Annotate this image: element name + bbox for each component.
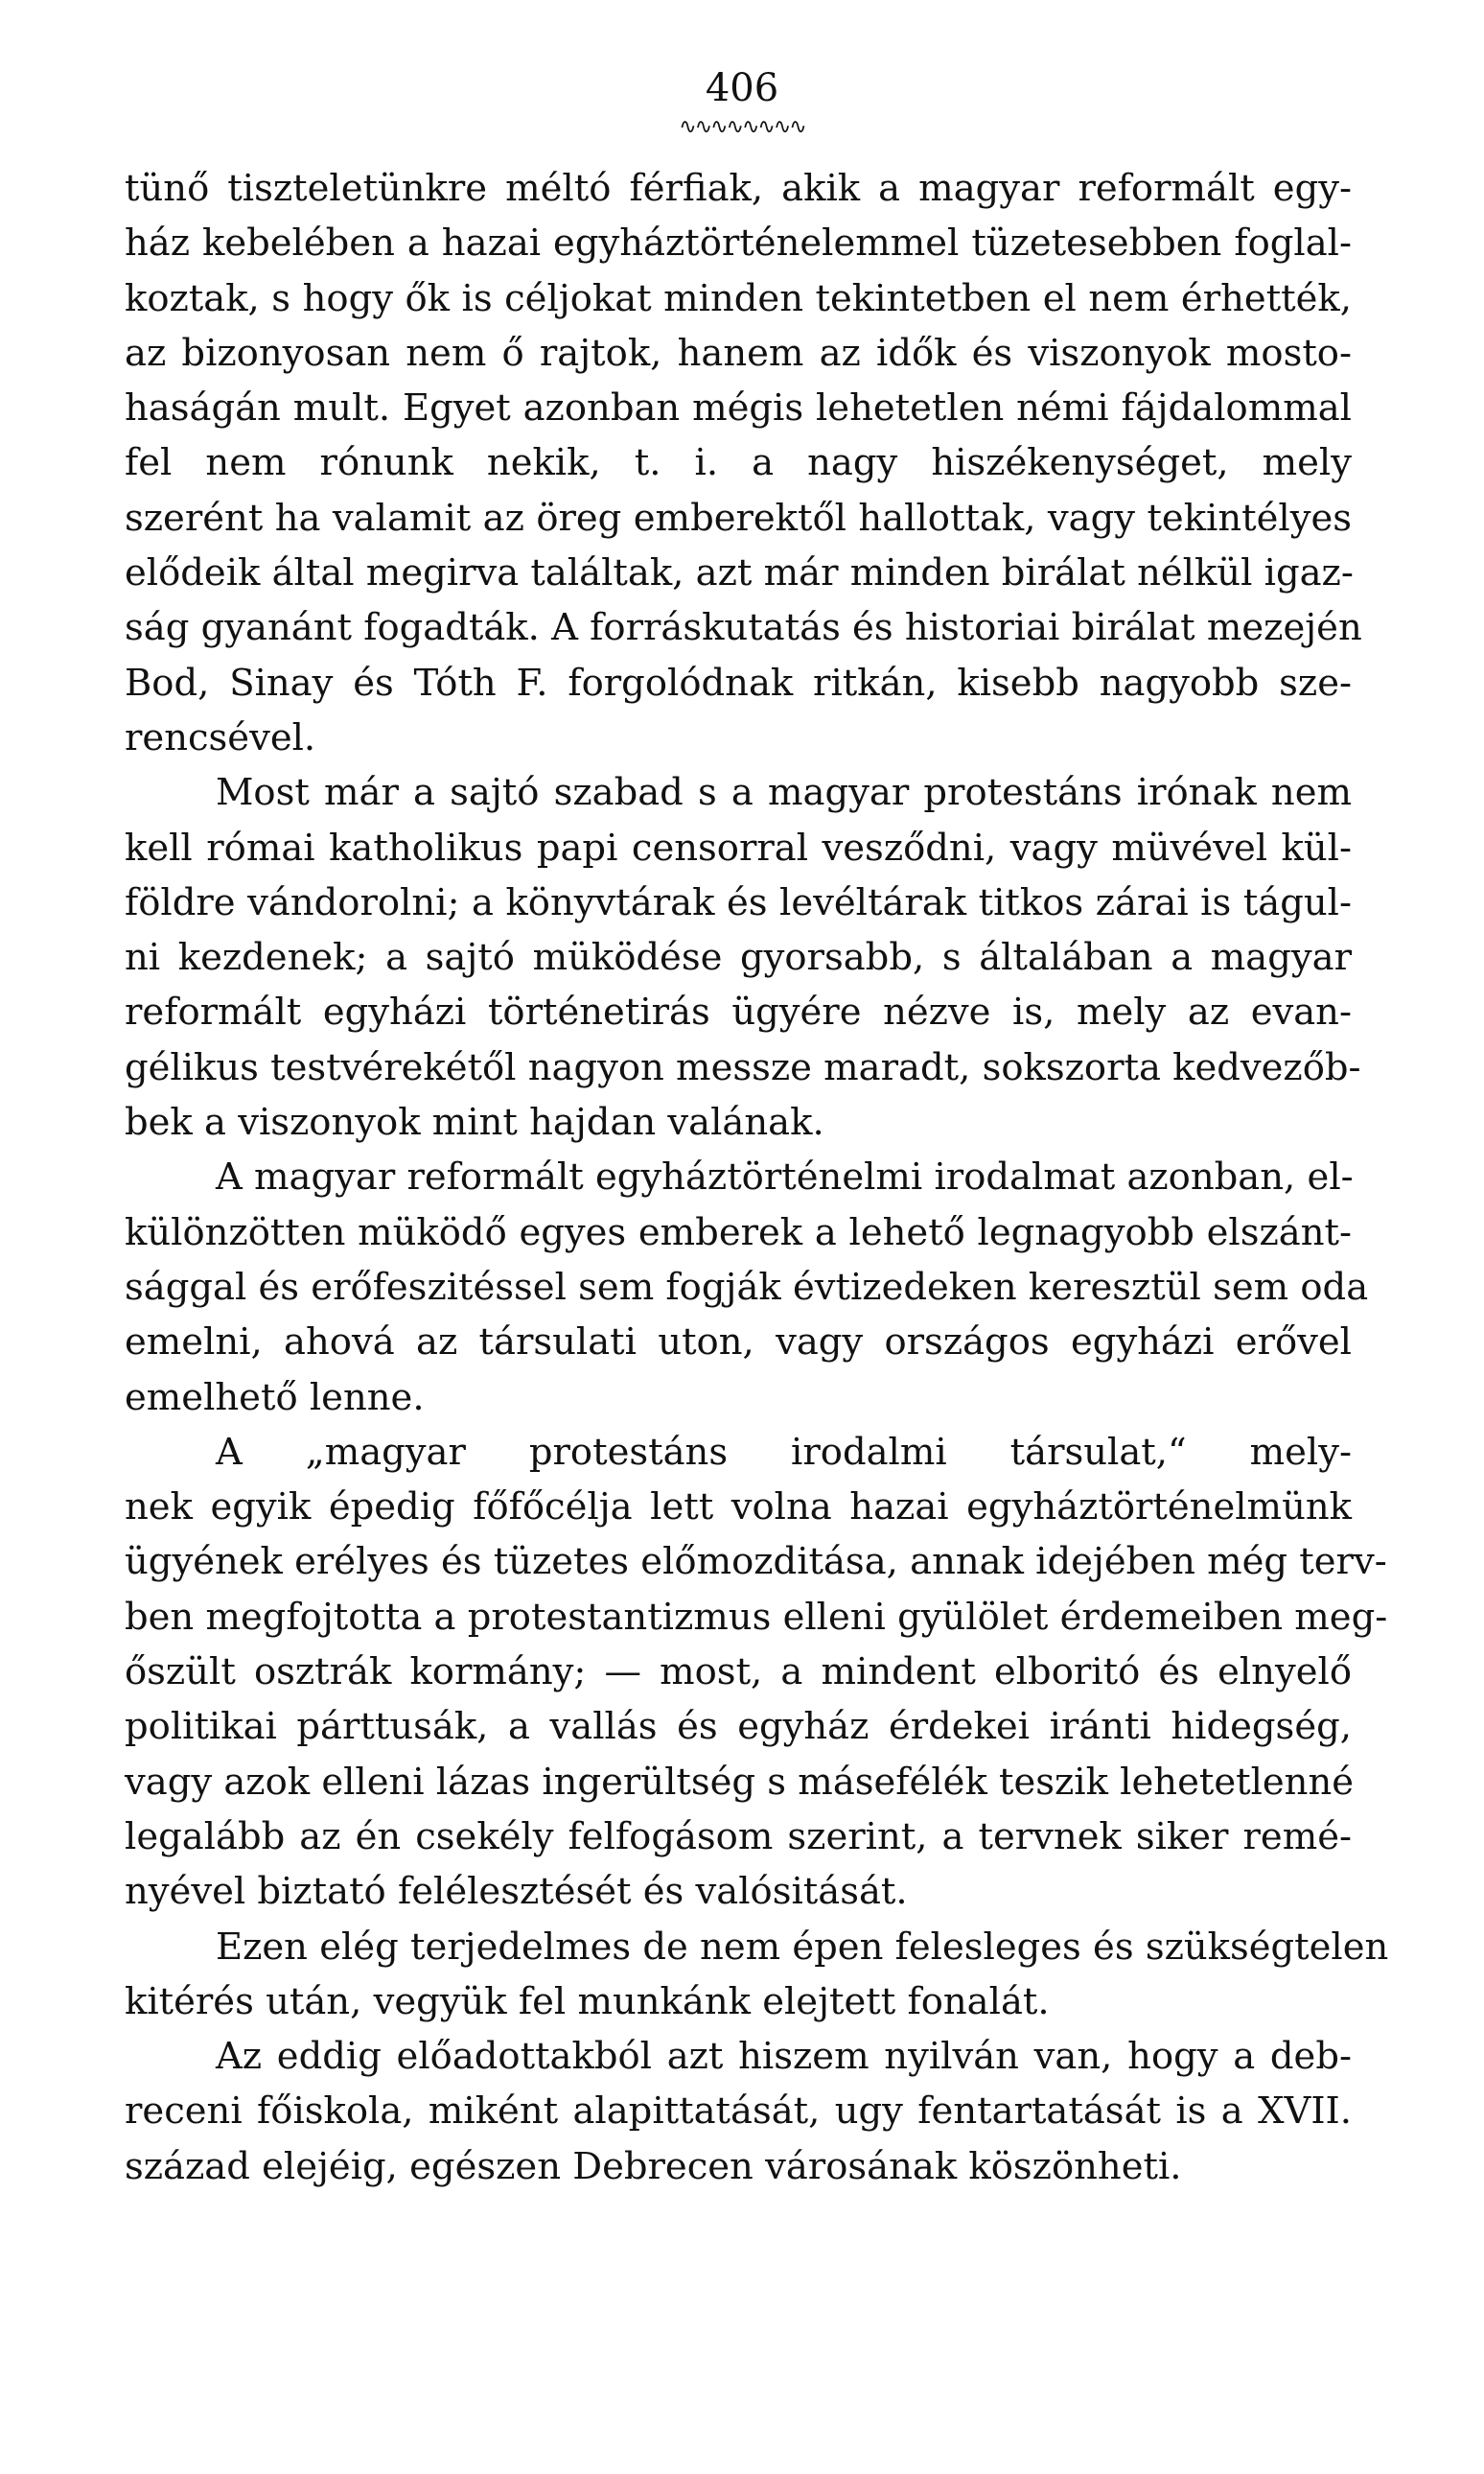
text-line: receni főiskola, miként alapittatását, ugy fentartatását is a XVII. <box>125 2089 1352 2134</box>
text-line: nek egyik épedig főfőcélja lett volna hazai egyháztörténelmünk <box>125 1485 1352 1529</box>
text-line: bek a viszonyok mint hajdan valának. <box>125 1101 824 1145</box>
text-line: az bizonyosan nem ő rajtok, hanem az idők és viszonyok mosto- <box>125 331 1352 375</box>
text-line: A „magyar protestáns irodalmi társulat,“ mely- <box>216 1430 1352 1474</box>
paragraph <box>125 1920 1389 2030</box>
text-line: különzötten müködő egyes emberek a lehető legnagyobb elszánt- <box>125 1210 1352 1254</box>
page-number-ornament: ∿∿∿∿∿∿∿∿ <box>679 115 805 139</box>
text-line: rencsével. <box>125 715 316 759</box>
text-line: elődeik által megirva találtak, azt már minden birálat nélkül igaz- <box>125 551 1354 595</box>
text-line: koztak, s hogy ők is céljokat minden tekintetben el nem érhették, <box>125 276 1352 320</box>
text-line: politikai párttusák, a vallás és egyház érdekei iránti hidegség, <box>125 1705 1352 1749</box>
text-line: Most már a sajtó szabad s a magyar protestáns irónak nem <box>216 771 1352 815</box>
text-line: vagy azok elleni lázas ingerültség s másefélék teszik lehetetlenné <box>125 1760 1355 1804</box>
text-line: A magyar reformált egyháztörténelmi irodalmat azonban, el- <box>216 1155 1354 1200</box>
text-line: ság gyanánt fogadták. A forráskutatás és historiai birálat mezején <box>125 606 1362 650</box>
text-line: kell római katholikus papi censorral vesződni, vagy müvével kül- <box>125 826 1352 870</box>
text-line: emelhető lenne. <box>125 1375 425 1419</box>
text-line: legalább az én csekély felfogásom szerint, a tervnek siker remé- <box>125 1814 1352 1858</box>
paragraph <box>125 1150 1369 1424</box>
paragraph <box>125 765 1361 1150</box>
text-line: nyével biztató felélesztését és valósitását. <box>125 1870 908 1914</box>
text-line: őszült osztrák kormány; — most, a mindent elboritó és elnyelő <box>125 1650 1352 1694</box>
text-line: gélikus testvérekétől nagyon messze maradt, sokszorta kedvezőb- <box>125 1045 1361 1089</box>
body-text <box>125 161 1389 2194</box>
text-line: földre vándorolni; a könyvtárak és levéltárak titkos zárai is tágul- <box>125 880 1352 924</box>
paragraph <box>125 1425 1388 1920</box>
paragraph <box>125 161 1362 765</box>
text-line: fel nem rónunk nekik, t. i. a nagy hiszékenységet, mely <box>125 441 1352 485</box>
text-line: Bod, Sinay és Tóth F. forgolódnak ritkán, kisebb nagyobb sze- <box>125 661 1352 705</box>
text-line: tünő tiszteletünkre méltó férfiak, akik a magyar reformált egy- <box>125 167 1352 210</box>
text-line: sággal és erőfeszitéssel sem fogják évtizedeken keresztül sem oda <box>125 1265 1369 1309</box>
text-line: reformált egyházi történetirás ügyére nézve is, mely az evan- <box>125 991 1352 1035</box>
text-line: haságán mult. Egyet azonban mégis lehetetlen némi fájdalommal <box>125 386 1352 431</box>
text-line: emelni, ahová az társulati uton, vagy országos egyházi erővel <box>125 1320 1352 1365</box>
text-line: ügyének erélyes és tüzetes előmozditása, annak idejében még terv- <box>125 1540 1387 1584</box>
text-line: ni kezdenek; a sajtó müködése gyorsabb, s általában a magyar <box>125 936 1352 980</box>
text-line: Ezen elég terjedelmes de nem épen felesleges és szükségtelen <box>216 1925 1389 1969</box>
text-line: kitérés után, vegyük fel munkánk elejtett fonalát. <box>125 1979 1050 2023</box>
paragraph <box>125 2029 1352 2194</box>
text-line: Az eddig előadottakból azt hiszem nyilván van, hogy a deb- <box>216 2035 1352 2079</box>
text-line: ben megfojtotta a protestantizmus elleni gyülölet érdemeiben meg- <box>125 1595 1388 1639</box>
text-line: szerént ha valamit az öreg emberektől hallottak, vagy tekintélyes <box>125 496 1352 540</box>
page-number: 406 <box>705 66 779 110</box>
text-line: század elejéig, egészen Debrecen városának köszönheti. <box>125 2144 1182 2188</box>
text-line: ház kebelében a hazai egyháztörténelemmel tüzetesebben foglal- <box>125 222 1352 266</box>
